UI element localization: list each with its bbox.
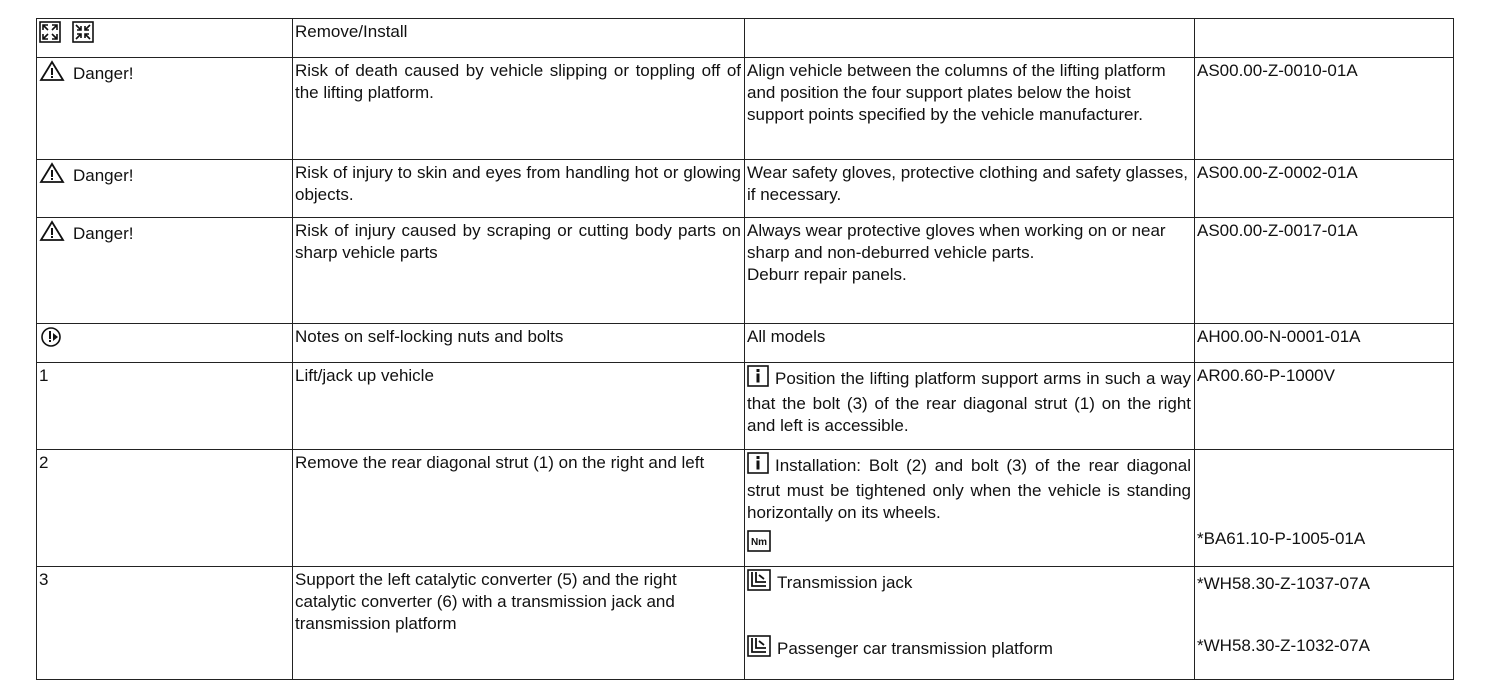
cell-note: Wear safety gloves, protective clothing and safety glasses, if necessary. xyxy=(745,160,1195,218)
cell-symbol xyxy=(37,218,293,324)
cell-step: Remove the rear diagonal strut (1) on the right and left xyxy=(293,450,745,567)
tool-label: Passenger car transmission platform xyxy=(777,639,1053,658)
cell-note xyxy=(745,19,1195,58)
table-row xyxy=(37,58,1454,160)
cell-reference xyxy=(1195,567,1454,680)
danger-label: Danger! xyxy=(73,64,134,83)
cell-step: Lift/jack up vehicle xyxy=(293,363,745,450)
cell-step: Support the left catalytic converter (5) and the right catalytic converter (6) with a transmission jack and transmission platform xyxy=(293,567,745,680)
cell-symbol xyxy=(37,58,293,160)
special-tool-icon xyxy=(747,569,771,597)
cell-step: Remove/Install xyxy=(293,19,745,58)
cell-step: Risk of death caused by vehicle slipping or toppling off of the lifting platform. xyxy=(293,58,745,160)
cell-note xyxy=(745,363,1195,450)
cell-step: Risk of injury to skin and eyes from handling hot or glowing objects. xyxy=(293,160,745,218)
note-line: Always wear protective gloves when working on or near sharp and non-deburred vehicle parts. xyxy=(747,221,1166,262)
cell-symbol xyxy=(37,160,293,218)
cell-note xyxy=(745,450,1195,567)
cell-reference: AS00.00-Z-0010-01A xyxy=(1195,58,1454,160)
table-row xyxy=(37,160,1454,218)
cell-reference: AS00.00-Z-0002-01A xyxy=(1195,160,1454,218)
reference-text: *BA61.10-P-1005-01A xyxy=(1197,529,1366,548)
install-icon xyxy=(72,21,94,49)
info-icon xyxy=(747,452,769,480)
svg-text:Nm: Nm xyxy=(750,537,768,548)
cell-step-number: 3 xyxy=(37,567,293,680)
cell-step-number: 1 xyxy=(37,363,293,450)
table-row xyxy=(37,19,1454,58)
reference-text: *WH58.30-Z-1032-07A xyxy=(1197,636,1370,655)
tool-label: Transmission jack xyxy=(777,573,913,592)
cell-step: Risk of injury caused by scraping or cutting body parts on sharp vehicle parts xyxy=(293,218,745,324)
danger-label: Danger! xyxy=(73,224,134,243)
special-tool-icon xyxy=(747,635,771,663)
table-row xyxy=(37,218,1454,324)
table-row xyxy=(37,324,1454,363)
self-locking-note-icon xyxy=(39,326,63,354)
procedure-table xyxy=(36,18,1454,680)
cell-symbol xyxy=(37,19,293,58)
cell-reference xyxy=(1195,450,1454,567)
cell-note: All models xyxy=(745,324,1195,363)
cell-reference xyxy=(1195,19,1454,58)
torque-icon xyxy=(747,530,1191,558)
warning-triangle-icon xyxy=(39,60,65,88)
cell-reference: AS00.00-Z-0017-01A xyxy=(1195,218,1454,324)
tool-item xyxy=(747,635,1191,663)
danger-label: Danger! xyxy=(73,166,134,185)
cell-note xyxy=(745,218,1195,324)
note-text: Installation: Bolt (2) and bolt (3) of the rear diagonal strut must be tightened only when the vehicle is standing horizontally on its wheels. xyxy=(747,456,1191,522)
tool-item xyxy=(747,569,1191,597)
cell-step: Notes on self-locking nuts and bolts xyxy=(293,324,745,363)
cell-note: Align vehicle between the columns of the lifting platform and position the four support plates below the hoist support points specified by the vehicle manufacturer. xyxy=(745,58,1195,160)
cell-symbol xyxy=(37,324,293,363)
info-icon xyxy=(747,365,769,393)
note-line: Deburr repair panels. xyxy=(747,265,907,284)
table-row xyxy=(37,450,1454,567)
cell-reference: AH00.00-N-0001-01A xyxy=(1195,324,1454,363)
note-text: Position the lifting platform support arms in such a way that the bolt (3) of the rear diagonal strut (1) on the right and left is accessible. xyxy=(747,369,1191,435)
table-row xyxy=(37,363,1454,450)
reference-text: *WH58.30-Z-1037-07A xyxy=(1197,574,1370,593)
remove-icon xyxy=(39,21,61,49)
cell-note xyxy=(745,567,1195,680)
cell-step-number: 2 xyxy=(37,450,293,567)
warning-triangle-icon xyxy=(39,220,65,248)
table-row xyxy=(37,567,1454,680)
cell-reference: AR00.60-P-1000V xyxy=(1195,363,1454,450)
warning-triangle-icon xyxy=(39,162,65,190)
